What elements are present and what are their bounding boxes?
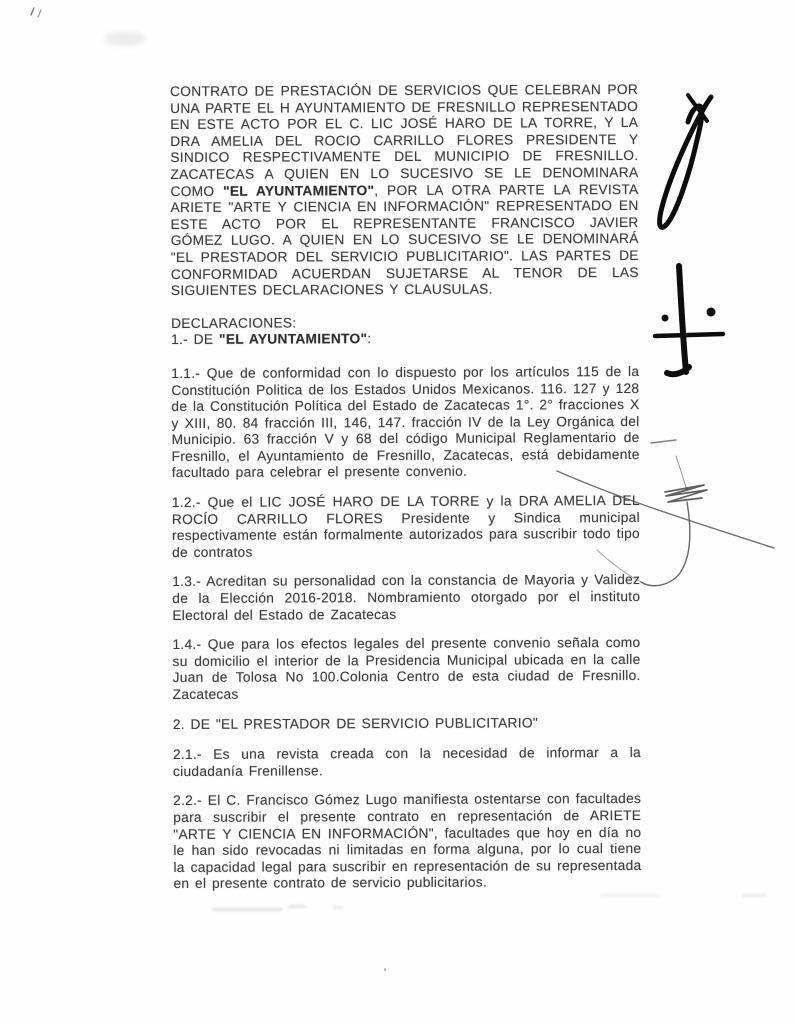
section-1-post: : [367,331,372,347]
clause-1-1: 1.1.- Que de conformidad con lo dispuesto por los artículos 115 de la Constitución Politica de los Estados Unidos Mexicanos. 116. 127 y 128 de la Constitución Política del Estado de Zacatecas 1°. 2° fracciones X y XIII, 80. 84 fracción III, 146, 147. fracción IV de la Ley Orgánica del Municipio. 63 fracción V y 68 del código Municipal Reglamentario de Fresnillo, el Ayuntamiento de Fresnillo, Zacatecas, está debidamente facultado para celebrar el presente convenio. [171,363,640,481]
opening-paragraph [170,82,639,300]
bleedthrough-streak [333,906,343,909]
contract-text-block [170,82,642,906]
bleedthrough-streak [212,908,282,911]
declarations-heading: DECLARACIONES: [171,315,297,331]
clause-2-1: 2.1.- Es una revista creada con la necesidad de informar a la ciudadanía Frenillense. [172,745,641,779]
bleedthrough-streak [288,905,306,908]
party-name-ayuntamiento: "EL AYUNTAMIENTO" [223,182,375,199]
section-2-heading: 2. DE "EL PRESTADOR DE SERVICIO PUBLICITARIO" [172,714,538,732]
scan-smudge [104,32,146,46]
section-1-pre: 1.- DE [171,332,220,348]
bleedthrough-streak [742,894,767,897]
clause-1-3: 1.3.- Acreditan su personalidad con la constancia de Mayoria y Validez de la Elección 2016-2018. Nombramiento otorgado por el instituto Electoral del Estado de Zacatecas [172,572,641,623]
section-1-party: "EL AYUNTAMIENTO" [218,331,368,348]
scan-speck [384,968,386,971]
opening-post: , POR LA OTRA PARTE LA REVISTA ARIETE "ARTE Y CIENCIA EN INFORMACIÓN" REPRESENTADO EN ESTE ACTO POR EL REPRESENTANTE FRANCISCO JAVIER GÓMEZ LUGO. A QUIEN EN LO SUCESIVO SE LE DENOMINARÁ "EL PRESTADOR DEL SERVICIO PUBLICITARIO". LAS PARTES DE CONFORMIDAD ACUERDAN SUJETARSE AL TENOR DE LAS SIGUIENTES DECLARACIONES Y CLAUSULAS. [170,181,639,299]
opening-pre: CONTRATO DE PRESTACIÓN DE SERVICIOS QUE CELEBRAN POR UNA PARTE EL H AYUNTAMIENTO DE FRESNILLO REPRESENTADO EN ESTE ACTO POR EL C. LIC JOSÉ HARO DE LA TORRE, Y LA DRA AMELIA DEL ROCIO CARRILLO FLORES PRESIDENTE Y SINDICO RESPECTIVAMENTE DEL MUNICIPIO DE FRESNILLO. ZACATECAS A QUIEN EN LO SUCESIVO SE LE DENOMINARA COMO [170,81,639,199]
section-1-heading [171,330,639,349]
clause-2-2: 2.2.- El C. Francisco Gómez Lugo manifiesta ostentarse con facultades para suscribir el presente contrato en representación de ARIETE "ARTE Y CIENCIA EN INFORMACIÓN", facultades que hoy en día no le han sido revocadas ni limitadas en forma alguna, por lo cual tiene la capacidad legal para suscribir en representación de su representada en el presente contrato de servicio publicitarios. [173,791,642,892]
clause-1-4: 1.4.- Que para los efectos legales del presente convenio señala como su domicilio el interior de la Presidencia Municipal ubicada en la calle Juan de Tolosa No 100.Colonia Centro de esta ciudad de Fresnillo. Zacatecas [172,635,641,702]
clause-1-2: 1.2.- Que el LIC JOSÉ HARO DE LA TORRE y la DRA AMELIA DEL ROCÍO CARRILLO FLORES Presidente y Sindica municipal respectivamente están formalmente autorizados para suscribir todo tipo de contratos [171,493,640,560]
